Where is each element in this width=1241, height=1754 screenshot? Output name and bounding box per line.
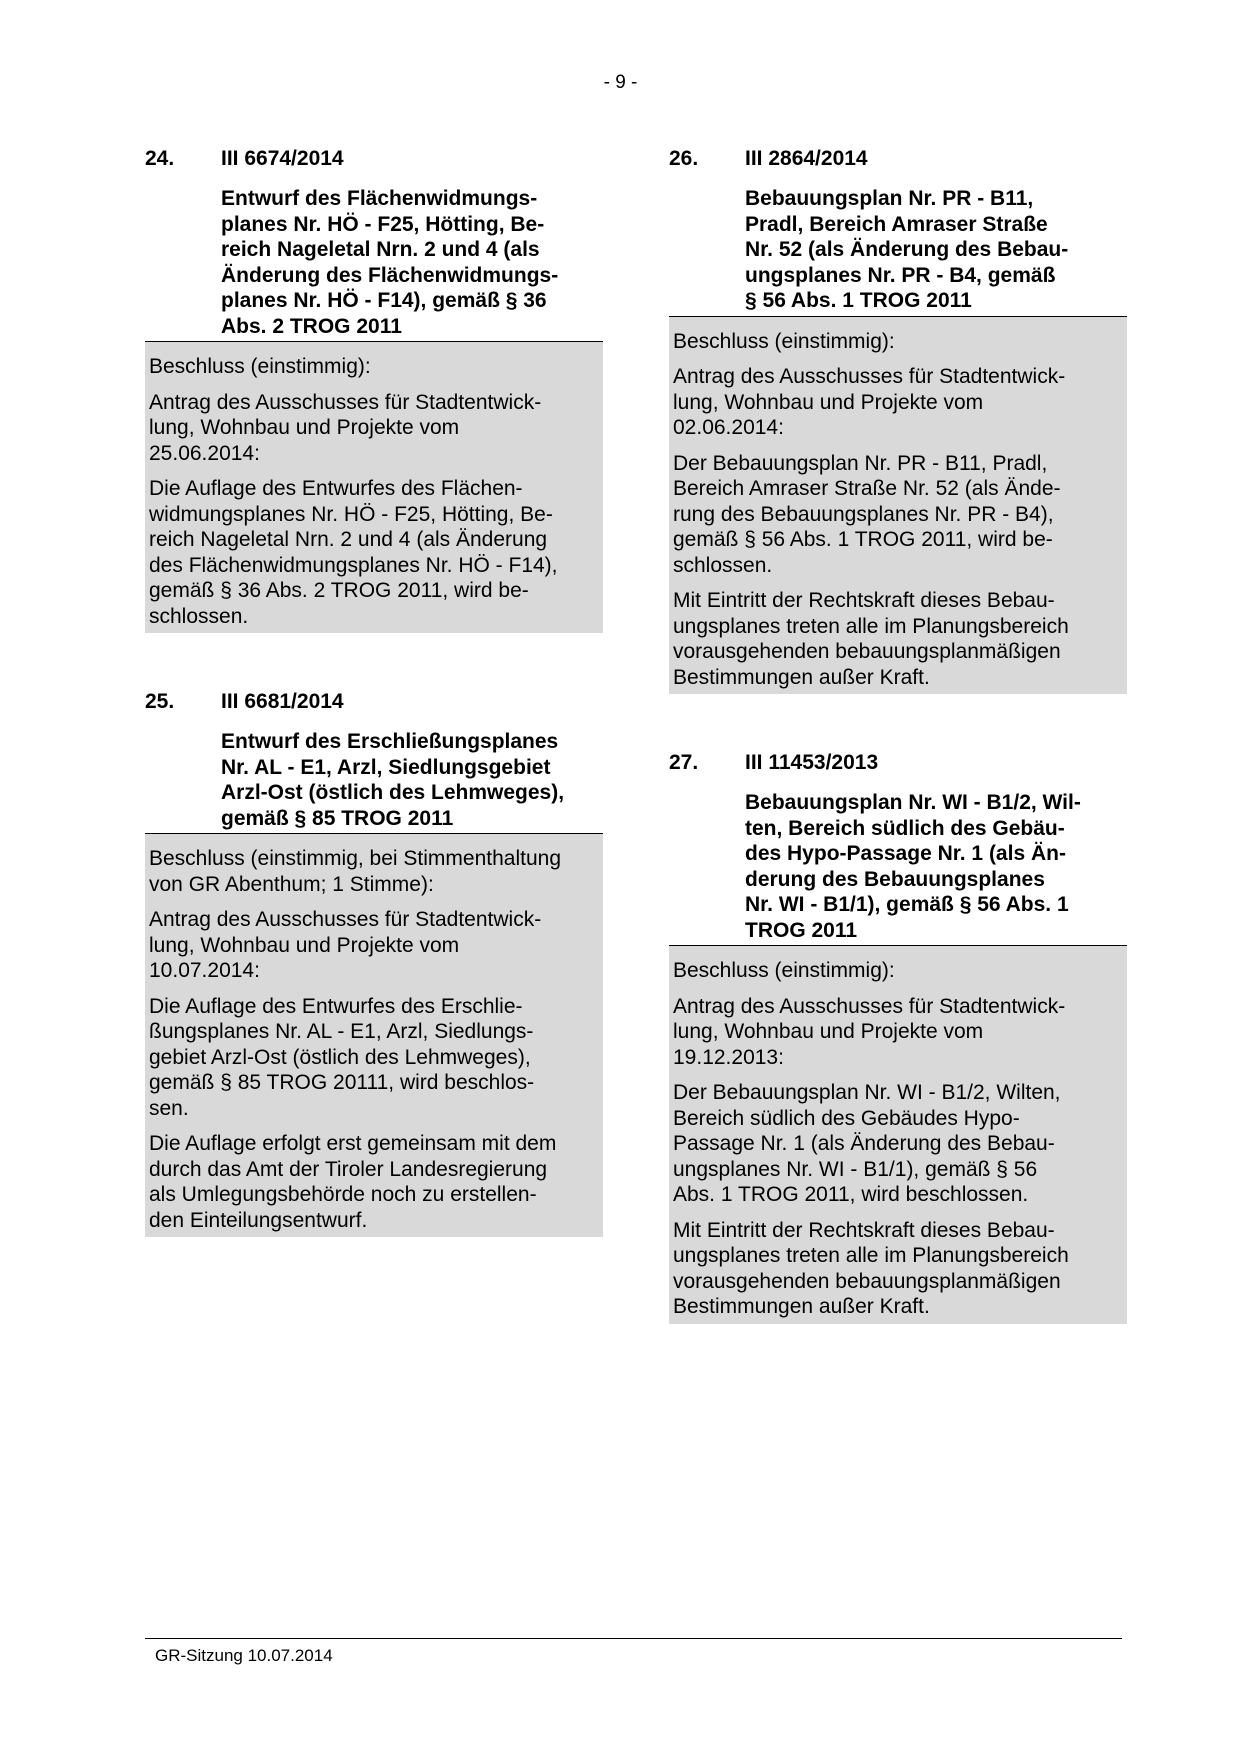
agenda-item-title	[745, 186, 1127, 314]
title-line: TROG 2011	[745, 918, 858, 942]
text-line: Bereich südlich des Gebäudes Hypo-	[673, 1106, 1020, 1130]
title-line: Bebauungsplan Nr. PR - B11,	[745, 187, 1034, 210]
footer-divider	[145, 1638, 1122, 1639]
text-line: Der Bebauungsplan Nr. PR - B11, Pradl,	[673, 451, 1048, 475]
agenda-item-header	[145, 146, 603, 172]
text-line: lung, Wohnbau und Projekte vom	[673, 390, 984, 414]
title-line: reich Nageletal Nrn. 2 und 4 (als	[221, 238, 540, 261]
text-line: rung des Bebauungsplanes Nr. PR - B4),	[673, 502, 1054, 526]
agenda-item-number: 27.	[669, 751, 699, 774]
agenda-item	[669, 146, 1127, 694]
agenda-item	[669, 750, 1127, 1324]
agenda-item-header	[669, 146, 1127, 172]
text-line: schlossen.	[149, 604, 249, 628]
text-line: Antrag des Ausschusses für Stadtentwick-	[673, 365, 1066, 388]
text-line: 25.06.2014:	[149, 441, 260, 465]
title-line: Entwurf des Erschließungsplanes	[221, 730, 559, 753]
decision-paragraph	[673, 1218, 1123, 1320]
title-line: Änderung des Flächenwidmungs-	[221, 263, 559, 287]
title-line: Nr. WI - B1/1), gemäß § 56 Abs. 1	[745, 893, 1069, 916]
title-line: planes Nr. HÖ - F14), gemäß § 36	[221, 289, 547, 312]
text-line: Antrag des Ausschusses für Stadtentwick-	[149, 390, 542, 414]
text-line: ungsplanes treten alle im Planungsbereich	[673, 1244, 1069, 1267]
text-line: lung, Wohnbau und Projekte vom	[673, 1020, 984, 1043]
text-line: von GR Abenthum; 1 Stimme):	[149, 872, 434, 896]
decision-box	[669, 317, 1127, 695]
title-line: Arzl-Ost (östlich des Lehmweges),	[221, 781, 565, 804]
text-line: schlossen.	[673, 553, 773, 577]
text-line: gemäß § 85 TROG 20111, wird beschlos-	[149, 1071, 535, 1094]
text-line: Die Auflage des Entwurfes des Erschlie-	[149, 994, 523, 1018]
decision-label	[149, 846, 599, 897]
title-line: Entwurf des Flächenwidmungs-	[221, 187, 538, 210]
text-line: 02.06.2014:	[673, 416, 784, 439]
agenda-item-title	[221, 729, 603, 831]
decision-label	[673, 958, 1123, 984]
title-line: planes Nr. HÖ - F25, Hötting, Be-	[221, 212, 545, 236]
text-line: gebiet Arzl-Ost (östlich des Lehmweges),	[149, 1045, 531, 1069]
decision-paragraph	[673, 994, 1123, 1071]
footer-text: GR-Sitzung 10.07.2014	[155, 1646, 333, 1665]
decision-paragraph	[673, 451, 1123, 579]
title-line: Abs. 2 TROG 2011	[221, 314, 402, 338]
decision-paragraph	[149, 907, 599, 984]
decision-box	[145, 834, 603, 1237]
left-column	[145, 146, 603, 1293]
text-line: ßungsplanes Nr. AL - E1, Arzl, Siedlungs-	[149, 1020, 534, 1043]
agenda-item-header	[145, 689, 603, 715]
text-line: Passage Nr. 1 (als Änderung des Bebau-	[673, 1132, 1055, 1155]
text-line: gemäß § 36 Abs. 2 TROG 2011, wird be-	[149, 579, 529, 602]
title-line: des Hypo-Passage Nr. 1 (als Än-	[745, 842, 1066, 865]
text-line: vorausgehenden bebauungsplanmäßigen	[673, 1269, 1061, 1293]
text-line: Der Bebauungsplan Nr. WI - B1/2, Wilten,	[673, 1081, 1061, 1104]
text-line: Beschluss (einstimmig):	[673, 959, 895, 982]
text-line: vorausgehenden bebauungsplanmäßigen	[673, 640, 1061, 663]
agenda-item-reference: III 6681/2014	[221, 690, 344, 713]
text-line: reich Nageletal Nrn. 2 und 4 (als Änderung	[149, 528, 548, 551]
decision-label	[149, 354, 599, 380]
agenda-item-reference: III 6674/2014	[221, 147, 344, 170]
agenda-item-reference: III 11453/2013	[745, 751, 879, 774]
title-line: gemäß § 85 TROG 2011	[221, 806, 454, 830]
text-line: widmungsplanes Nr. HÖ - F25, Hötting, Be-	[149, 502, 553, 526]
agenda-item-number: 26.	[669, 147, 699, 170]
text-line: Mit Eintritt der Rechtskraft dieses Bebau-	[673, 589, 1055, 612]
decision-box	[669, 946, 1127, 1324]
agenda-item	[145, 146, 603, 633]
text-line: Die Auflage erfolgt erst gemeinsam mit dem	[149, 1132, 557, 1155]
decision-box	[145, 342, 603, 633]
agenda-item-title	[745, 790, 1127, 943]
title-line: Nr. 52 (als Änderung des Bebau-	[745, 238, 1069, 261]
decision-paragraph	[149, 476, 599, 629]
title-line: ten, Bereich südlich des Gebäu-	[745, 816, 1065, 840]
text-line: Abs. 1 TROG 2011, wird beschlossen.	[673, 1183, 1029, 1206]
title-line: Bebauungsplan Nr. WI - B1/2, Wil-	[745, 791, 1081, 814]
text-line: sen.	[149, 1096, 189, 1120]
agenda-item-number: 25.	[145, 690, 175, 713]
text-line: Antrag des Ausschusses für Stadtentwick-	[149, 908, 542, 931]
title-line: Pradl, Bereich Amraser Straße	[745, 212, 1048, 236]
decision-paragraph	[149, 390, 599, 467]
title-line: derung des Bebauungsplanes	[745, 867, 1045, 891]
agenda-item-header	[669, 750, 1127, 776]
title-line: Nr. AL - E1, Arzl, Siedlungsgebiet	[221, 755, 551, 779]
agenda-item-title	[221, 186, 603, 339]
text-line: lung, Wohnbau und Projekte vom	[149, 933, 460, 957]
text-line: Mit Eintritt der Rechtskraft dieses Bebau-	[673, 1218, 1055, 1242]
text-line: den Einteilungsentwurf.	[149, 1208, 368, 1232]
agenda-item-reference: III 2864/2014	[745, 147, 868, 170]
title-line: § 56 Abs. 1 TROG 2011	[745, 289, 972, 312]
text-line: lung, Wohnbau und Projekte vom	[149, 416, 460, 439]
text-line: Bestimmungen außer Kraft.	[673, 1295, 930, 1318]
text-line: Beschluss (einstimmig):	[673, 329, 895, 353]
agenda-item-number: 24.	[145, 147, 175, 170]
title-line: ungsplanes Nr. PR - B4, gemäß	[745, 263, 1056, 287]
text-line: ungsplanes Nr. WI - B1/1), gemäß § 56	[673, 1157, 1038, 1181]
text-line: Beschluss (einstimmig):	[149, 355, 371, 378]
decision-paragraph	[673, 1080, 1123, 1208]
text-line: Bestimmungen außer Kraft.	[673, 665, 930, 689]
decision-paragraph	[673, 364, 1123, 441]
agenda-item	[145, 689, 603, 1237]
text-line: Beschluss (einstimmig, bei Stimmenthaltung	[149, 847, 562, 870]
text-line: Die Auflage des Entwurfes des Flächen-	[149, 477, 523, 500]
text-line: Antrag des Ausschusses für Stadtentwick-	[673, 994, 1066, 1018]
text-line: Bereich Amraser Straße Nr. 52 (als Ände-	[673, 477, 1061, 500]
right-column	[669, 146, 1127, 1380]
text-line: gemäß § 56 Abs. 1 TROG 2011, wird be-	[673, 528, 1053, 551]
text-line: 19.12.2013:	[673, 1045, 784, 1069]
decision-paragraph	[149, 1131, 599, 1233]
text-line: ungsplanes treten alle im Planungsbereich	[673, 614, 1069, 638]
decision-paragraph	[149, 994, 599, 1122]
page-number: - 9 -	[603, 72, 638, 93]
text-line: durch das Amt der Tiroler Landesregierung	[149, 1157, 548, 1181]
text-line: als Umlegungsbehörde noch zu erstellen-	[149, 1183, 537, 1206]
decision-paragraph	[673, 588, 1123, 690]
text-line: 10.07.2014:	[149, 959, 260, 982]
text-line: des Flächenwidmungsplanes Nr. HÖ - F14),	[149, 553, 558, 577]
decision-label	[673, 329, 1123, 355]
